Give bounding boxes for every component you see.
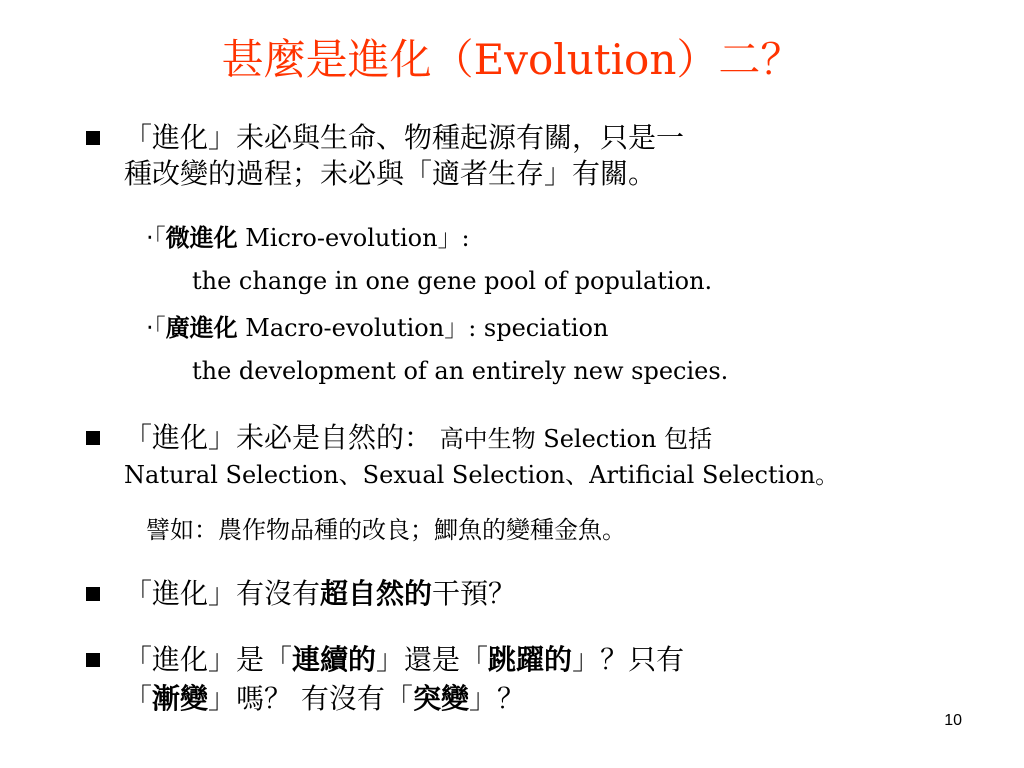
bullet-4-b2: 跳躍的	[488, 643, 573, 676]
bullet-4-b3: 漸變	[152, 682, 209, 715]
bullet-4-p5: 」嗎？ 有沒有「	[208, 682, 413, 715]
bullet-1-line-1: 「進化」未必與生命、物種起源有關，只是一	[124, 121, 685, 154]
bullet-3-line	[124, 576, 954, 612]
square-bullet-icon	[86, 131, 100, 145]
square-bullet-icon	[86, 653, 100, 667]
macro-evolution-description: the development of an entirely new species.	[192, 357, 729, 385]
micro-rest: Micro-evolution」:	[237, 224, 470, 252]
bullet-4-p4: 「	[124, 682, 153, 715]
square-bullet-icon	[86, 431, 100, 445]
bullet-4-line-1	[124, 642, 954, 678]
selection-example: 譬如：農作物品種的改良；鯽魚的變種金魚。	[146, 516, 626, 544]
macro-prefix: ‧「	[146, 314, 166, 342]
bullet-1-line-2: 種改變的過程；未必與「適者生存」有關。	[124, 157, 657, 190]
slide-title: 甚麼是進化（Evolution）二？	[221, 35, 803, 84]
bullet-2-line-2: Natural Selection、Sexual Selection、Artificial Selection。	[124, 461, 840, 489]
square-bullet-icon	[86, 587, 100, 601]
bullet-3-bold: 超自然的	[320, 577, 433, 610]
macro-term: 廣進化	[165, 313, 238, 342]
bullet-4-line-2	[124, 681, 954, 717]
micro-prefix: ‧「	[146, 224, 166, 252]
bullet-2-tail: 高中生物 Selection 包括	[432, 425, 713, 453]
bullet-2-lead: 「進化」未必是自然的：	[124, 421, 433, 454]
bullet-3-pre: 「進化」有沒有	[124, 577, 321, 610]
macro-rest: Macro-evolution」: speciation	[237, 314, 609, 342]
bullet-3-post: 干預？	[432, 577, 517, 610]
bullet-4-p1: 「進化」是「	[124, 643, 293, 676]
micro-evolution-description: the change in one gene pool of population.	[192, 267, 713, 295]
micro-evolution-heading	[146, 223, 470, 253]
bullet-2-line-1	[124, 420, 954, 457]
bullet-4-b4: 突變	[412, 682, 469, 715]
bullet-4-p3: 」？只有	[572, 643, 685, 676]
page-number: 10	[944, 712, 962, 729]
bullet-4-p2: 」還是「	[376, 643, 489, 676]
bullet-4-p6: 」？	[468, 682, 525, 715]
bullet-4-b1: 連續的	[292, 643, 377, 676]
macro-evolution-heading	[146, 313, 608, 343]
micro-term: 微進化	[165, 223, 238, 252]
